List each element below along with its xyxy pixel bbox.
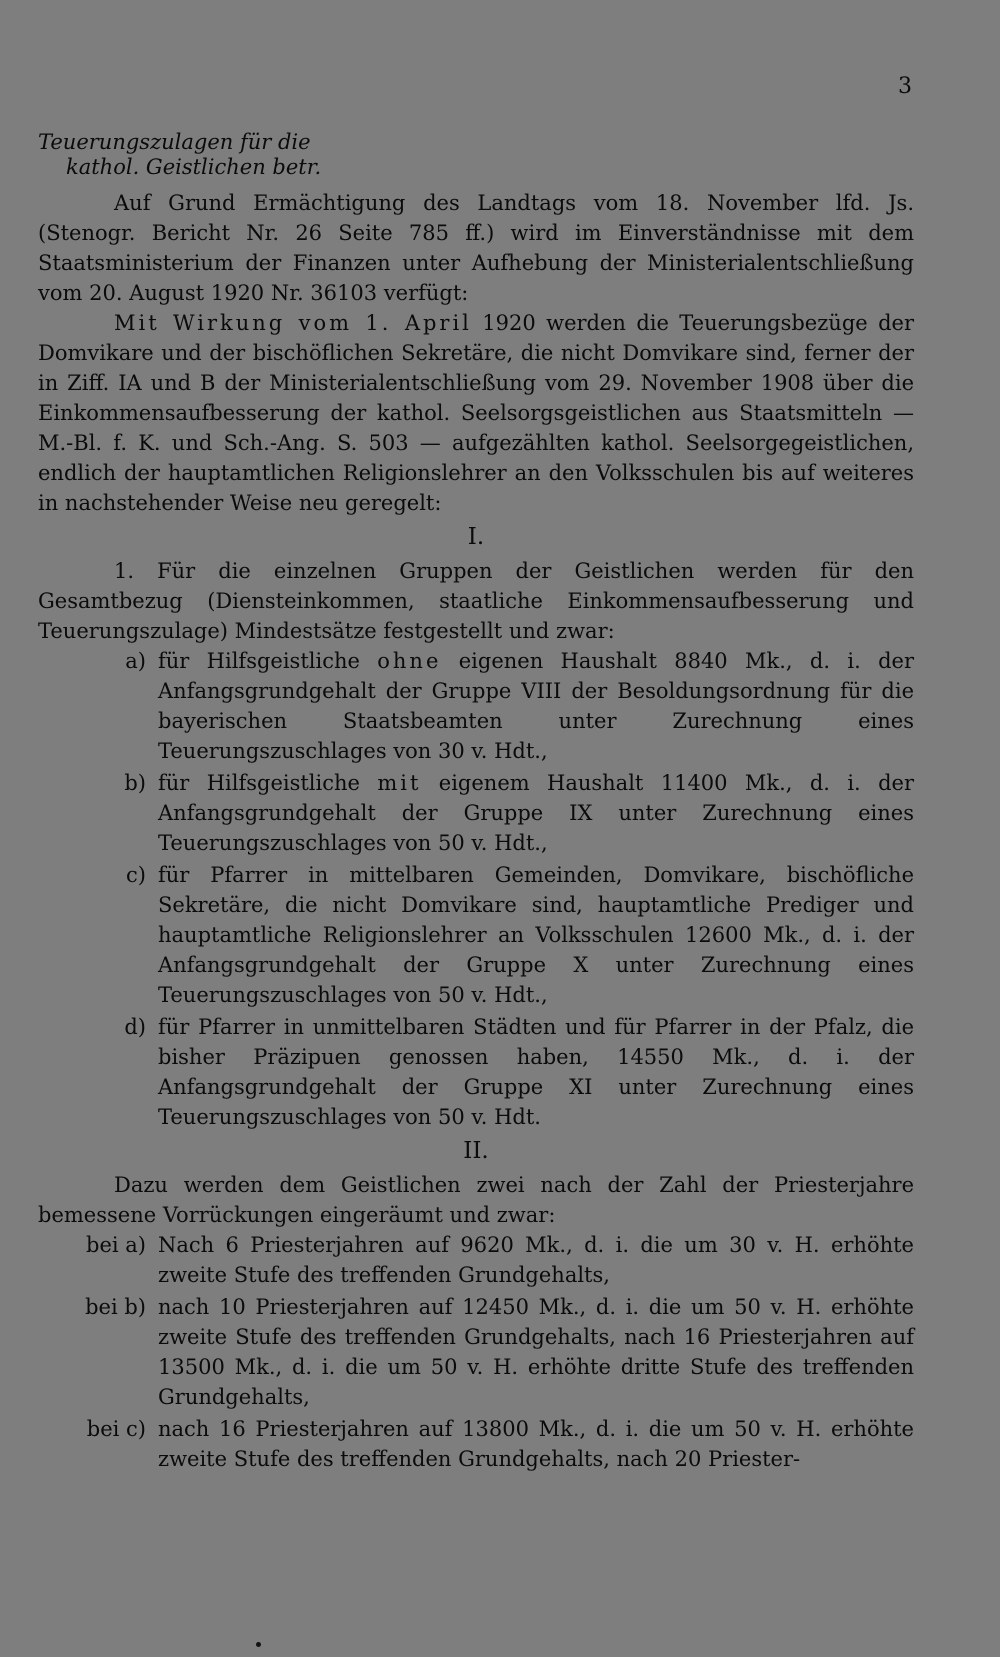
list-item: [38, 1292, 914, 1412]
item-text: für Pfarrer in mittelbaren Gemeinden, Domvikare, bischöfliche Sekretäre, die nicht Domvikare sind, hauptamtliche Prediger und hauptamtliche Religionslehrer an Volksschulen 12600 Mk., d. i. der Anfangsgrundgehalt der Gruppe X unter Zurechnung eines Teuerungszuschlages von 50 v. Hdt.,: [158, 863, 914, 1007]
decree-paragraph: [38, 308, 914, 518]
item-label: bei b): [85, 1295, 146, 1319]
subject-line-1: Teuerungszulagen für die: [38, 130, 311, 154]
list-item: [38, 1414, 914, 1474]
item-text: für Hilfsgeistliche mit eigenem Haushalt 11400 Mk., d. i. der Anfangsgrundgehalt der Gruppe IX unter Zurechnung eines Teuerungszuschlages von 50 v. Hdt.,: [158, 771, 914, 855]
decree-lead: Mit Wirkung vom 1. April: [114, 311, 472, 335]
item-text: nach 16 Priesterjahren auf 13800 Mk., d. i. die um 50 v. H. erhöhte zweite Stufe des treffenden Grundgehalts, nach 20 Priester-: [158, 1417, 914, 1471]
item-label: c): [126, 863, 146, 887]
section-1-intro: 1. Für die einzelnen Gruppen der Geistlichen werden für den Gesamtbezug (Diensteinkommen, staatliche Einkommensaufbesserung und Teuerungszulage) Mindestsätze festgestellt und zwar:: [38, 559, 914, 643]
section-2-intro: Dazu werden dem Geistlichen zwei nach der Zahl der Priesterjahre bemessene Vorrückungen eingeräumt und zwar:: [38, 1173, 914, 1227]
item-label: bei a): [86, 1233, 146, 1257]
section-2-heading: II.: [463, 1138, 489, 1164]
page-number: 3: [898, 74, 912, 99]
item-text: Nach 6 Priesterjahren auf 9620 Mk., d. i. die um 30 v. H. erhöhte zweite Stufe des treffenden Grundgehalts,: [158, 1233, 914, 1287]
item-label: d): [124, 1015, 146, 1039]
item-label: a): [125, 649, 146, 673]
item-label: bei c): [86, 1417, 146, 1441]
document-body: [38, 188, 914, 1474]
item-text: für Pfarrer in unmittelbaren Städten und für Pfarrer in der Pfalz, die bisher Präzipuen genossen haben, 14550 Mk., d. i. der Anfangsgrundgehalt der Gruppe XI unter Zurechnung eines Teuerungszuschlages von 50 v. Hdt.: [158, 1015, 914, 1129]
list-item: [38, 860, 914, 1010]
intro-paragraph: Auf Grund Ermächtigung des Landtags vom 18. November lfd. Js. (Stenogr. Bericht Nr. 26 Seite 785 ff.) wird im Einverständnisse mit dem Staatsministerium der Finanzen unter Aufhebung der Ministerialentschließung vom 20. August 1920 Nr. 36103 verfügt:: [38, 191, 914, 305]
list-item: [38, 768, 914, 858]
list-item: [38, 1230, 914, 1290]
subject-line-2: kathol. Geistlichen betr.: [66, 155, 322, 179]
list-item: [38, 646, 914, 766]
item-text: für Hilfsgeistliche ohne eigenen Haushalt 8840 Mk., d. i. der Anfangsgrundgehalt der Gruppe VIII der Besoldungsordnung für die bayerischen Staatsbeamten unter Zurechnung eines Teuerungszuschlages von 30 v. Hdt.,: [158, 649, 915, 763]
section-1-heading: I.: [467, 524, 485, 550]
item-text: nach 10 Priesterjahren auf 12450 Mk., d. i. die um 50 v. H. erhöhte zweite Stufe des treffenden Grundgehalts, nach 16 Priesterjahren auf 13500 Mk., d. i. die um 50 v. H. erhöhte dritte Stufe des treffenden Grundgehalts,: [158, 1295, 914, 1409]
list-item: [38, 1012, 914, 1132]
decree-rest: 1920 werden die Teuerungsbezüge der Domvikare und der bischöflichen Sekretäre, die nicht Domvikare sind, ferner der in Ziff. IA und B der Ministerialentschließung vom 29. November 1908 über die Einkommensaufbesserung der kathol. Seelsorgsgeistlichen aus Staatsmitteln — M.-Bl. f. K. und Sch.-Ang. S. 503 — aufgezählten kathol. Seelsorgegeistlichen, endlich der hauptamtlichen Religionslehrer an den Volksschulen bis auf weiteres in nachstehender Weise neu geregelt:: [38, 311, 914, 515]
ink-dot: [256, 1642, 261, 1647]
subject-heading: [38, 130, 321, 180]
item-label: b): [124, 771, 146, 795]
